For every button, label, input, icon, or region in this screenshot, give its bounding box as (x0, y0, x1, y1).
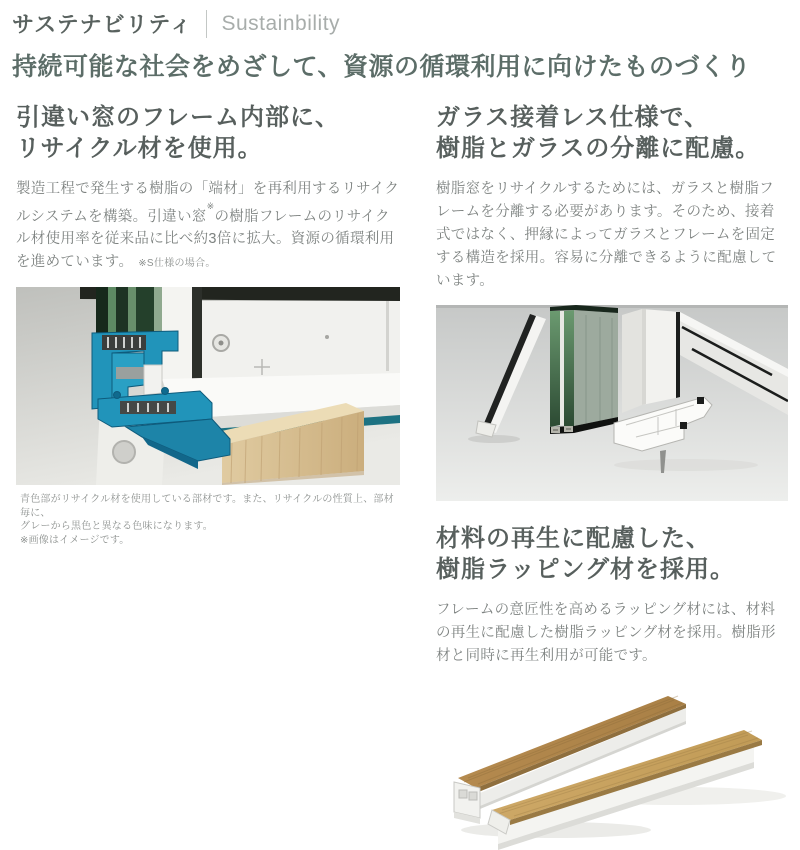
banner-heading: 持続可能な社会をめざして、資源の循環利用に向けたものづくり (12, 53, 752, 81)
left-heading: 引違い窓のフレーム内部に、 リサイクル材を使用。 (16, 103, 341, 162)
wrapping-material-illustration (436, 678, 788, 850)
recycled-frame-illustration (16, 287, 400, 485)
left-illustration-figure (16, 287, 402, 485)
left-image-caption: 青色部がリサイクル材を使用している部材です。また、リサイクルの性質上、部材毎に、 グレーから黒色と異なる色味になります。 ※画像はイメージです。 (20, 494, 394, 546)
content-columns (0, 102, 800, 850)
left-body-text: 製造工程で発生する樹脂の「端材」を再利用するリサイクルシステムを構築。引違い窓※の樹脂フレームのリサイクル材使用率を従来品に比べ約3倍に拡大。資源の循環利用を進めています。 ※S仕様の場合。 (16, 180, 400, 271)
double-glazing-unit (550, 305, 618, 434)
page-header (0, 0, 800, 39)
left-body-note: ※S仕様の場合。 (138, 258, 216, 270)
right-illustration-figure-1 (436, 305, 788, 501)
footnote-marker: ※ (206, 200, 215, 211)
right-body-text-1: 樹脂窓をリサイクルするためには、ガラスと樹脂フレームを分離する必要があります。そのため、接着式ではなく、押縁によってガラスとフレームを固定する構造を採用。容易に分離できるように配慮しています。 (436, 180, 777, 289)
left-column (16, 102, 402, 850)
right-illustration-figure-2 (436, 678, 788, 850)
right-heading-1: ガラス接着レス仕様で、 樹脂とガラスの分離に配慮。 (436, 103, 761, 162)
glass-separation-illustration (436, 305, 788, 501)
right-body-text-2: フレームの意匠性を高めるラッピング材には、材料の再生に配慮した樹脂ラッピング材を採用。樹脂形材と同時に再生利用が可能です。 (436, 601, 776, 664)
page-title-en: Sustainbility (221, 11, 341, 35)
right-column (436, 102, 788, 850)
right-heading-2: 材料の再生に配慮した、 樹脂ラッピング材を採用。 (436, 524, 736, 583)
header-divider (206, 10, 207, 38)
page-title-ja: サステナビリティ (12, 12, 193, 37)
